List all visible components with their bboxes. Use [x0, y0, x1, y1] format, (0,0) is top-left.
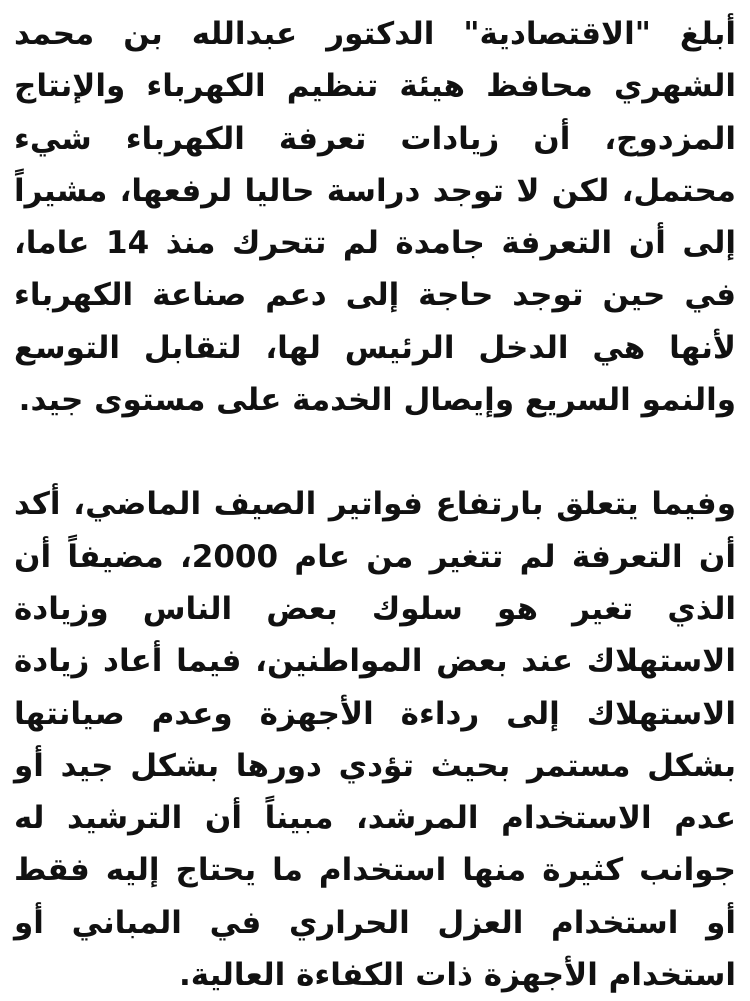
article-body	[14, 8, 736, 1001]
article-paragraph-1: أبلغ "الاقتصادية" الدكتور عبدالله بن محمد الشهري محافظ هيئة تنظيم الكهرباء والإنتاج المزدوج، أن زيادات تعرفة الكهرباء شيء محتمل، لكن لا توجد دراسة حاليا لرفعها، مشيراً إلى أن التعرفة جامدة لم تتحرك منذ 14 عاما، في حين توجد حاجة إلى دعم صناعة الكهرباء لأنها هي الدخل الرئيس لها، لتقابل التوسع والنمو السريع وإيصال الخدمة على مستوى جيد.	[14, 16, 737, 419]
article-paragraph-2: وفيما يتعلق بارتفاع فواتير الصيف الماضي، أكد أن التعرفة لم تتغير من عام 2000، مضيفاً أن الذي تغير هو سلوك بعض الناس وزيادة الاستهلاك عند بعض المواطنين، فيما أعاد زيادة الاستهلاك إلى رداءة الأجهزة وعدم صيانتها بشكل مستمر بحيث تؤدي دورها بشكل جيد أو عدم الاستخدام المرشد، مبيناً أن الترشيد له جوانب كثيرة منها استخدام ما يحتاج إليه فقط أو استخدام العزل الحراري في المباني أو استخدام الأجهزة ذات الكفاءة العالية.	[14, 486, 737, 994]
